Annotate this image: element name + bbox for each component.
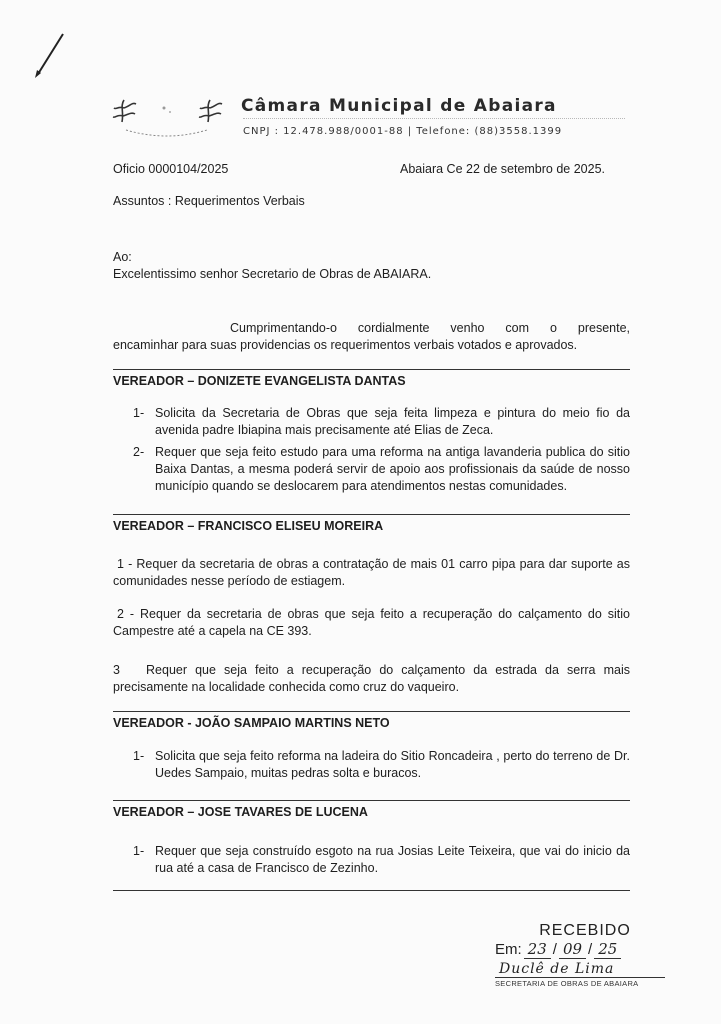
section-title: VEREADOR – DONIZETE EVANGELISTA DANTAS [113, 374, 406, 388]
item-number: 1- [133, 844, 145, 858]
item-number: 2- [133, 445, 145, 459]
stamp-date: Em: 23 / 09 / 25 [495, 940, 665, 959]
item-text: Requer que seja construído esgoto na rua Josias Leite Teixeira, que vai do inicio da rua até a casa de Francisco de Zezinho. [155, 844, 630, 875]
item-text: Solicita da Secretaria de Obras que seja feita limpeza e pintura do meio fio da avenida padre Ibiapina mais precisamente até Elias de Zeca. [155, 406, 630, 437]
list-item [133, 748, 630, 782]
item-text: Requer que seja feito a recuperação do calçamento da estrada da serra mais precisamente na localidade conhecida como cruz do vaqueiro. [113, 663, 630, 694]
item-number: 2 - [117, 607, 135, 621]
item-number: 1- [133, 406, 145, 420]
list-item [133, 444, 630, 495]
to-label: Ao: [113, 250, 132, 264]
chamber-logo-icon [112, 92, 232, 138]
stamp-signature: Duclê de Lima [495, 961, 665, 978]
greeting-line-1: Cumprimentando-o cordialmente venho com o presente, [230, 321, 630, 335]
divider [113, 800, 630, 801]
stamp-date-label: Em: [495, 941, 522, 958]
list-item [113, 606, 630, 640]
list-item [113, 556, 630, 590]
item-text: Requer que seja feito estudo para uma reforma na antiga lavanderia publica do sitio Baixa Dantas, a mesma poderá servir de apoio aos profissionais da saúde de nosso município quando se deslocarem para atendimentos nestas comunidades. [155, 445, 630, 493]
stamp-month: 09 [559, 940, 586, 959]
pen-mark-icon [30, 30, 70, 80]
section-title: VEREADOR – FRANCISCO ELISEU MOREIRA [113, 519, 384, 533]
stamp-year: 25 [594, 940, 621, 959]
item-number: 1- [133, 749, 145, 763]
list-item [113, 662, 630, 696]
oficio-number: Oficio 0000104/2025 [113, 162, 229, 176]
place-date: Abaiara Ce 22 de setembro de 2025. [400, 162, 605, 176]
faded-address-line [243, 118, 625, 122]
divider [113, 369, 630, 370]
stamp-department: SECRETARIA DE OBRAS DE ABAIARA [495, 979, 639, 988]
divider [113, 890, 630, 891]
divider [113, 514, 630, 515]
received-stamp [495, 922, 665, 988]
item-number: 1 - [117, 557, 133, 571]
recipient: Excelentissimo senhor Secretario de Obras de ABAIARA. [113, 267, 432, 281]
divider [113, 711, 630, 712]
item-text: Requer da secretaria de obras que seja feito a recuperação do calçamento do sitio Campestre até a capela na CE 393. [113, 607, 630, 638]
subject: Assuntos : Requerimentos Verbais [113, 194, 305, 208]
list-item [133, 405, 630, 439]
item-number: 3 [113, 663, 120, 677]
section-title: VEREADOR - JOÃO SAMPAIO MARTINS NETO [113, 716, 390, 730]
list-item [133, 843, 630, 877]
item-text: Requer da secretaria de obras a contratação de mais 01 carro pipa para dar suporte as comunidades nesse período de estiagem. [113, 557, 630, 588]
org-name: Câmara Municipal de Abaiara [241, 96, 557, 116]
item-text: Solicita que seja feito reforma na ladeira do Sitio Roncadeira , perto do terreno de Dr. Uedes Sampaio, muitas pedras solta e buracos. [155, 749, 630, 780]
greeting-line-2: encaminhar para suas providencias os requerimentos verbais votados e aprovados. [113, 338, 578, 352]
stamp-title: RECEBIDO [539, 922, 631, 939]
section-title: VEREADOR – JOSE TAVARES DE LUCENA [113, 805, 368, 819]
stamp-day: 23 [524, 940, 551, 959]
org-contact: CNPJ : 12.478.988/0001-88 | Telefone: (88)3558.1399 [243, 126, 563, 137]
